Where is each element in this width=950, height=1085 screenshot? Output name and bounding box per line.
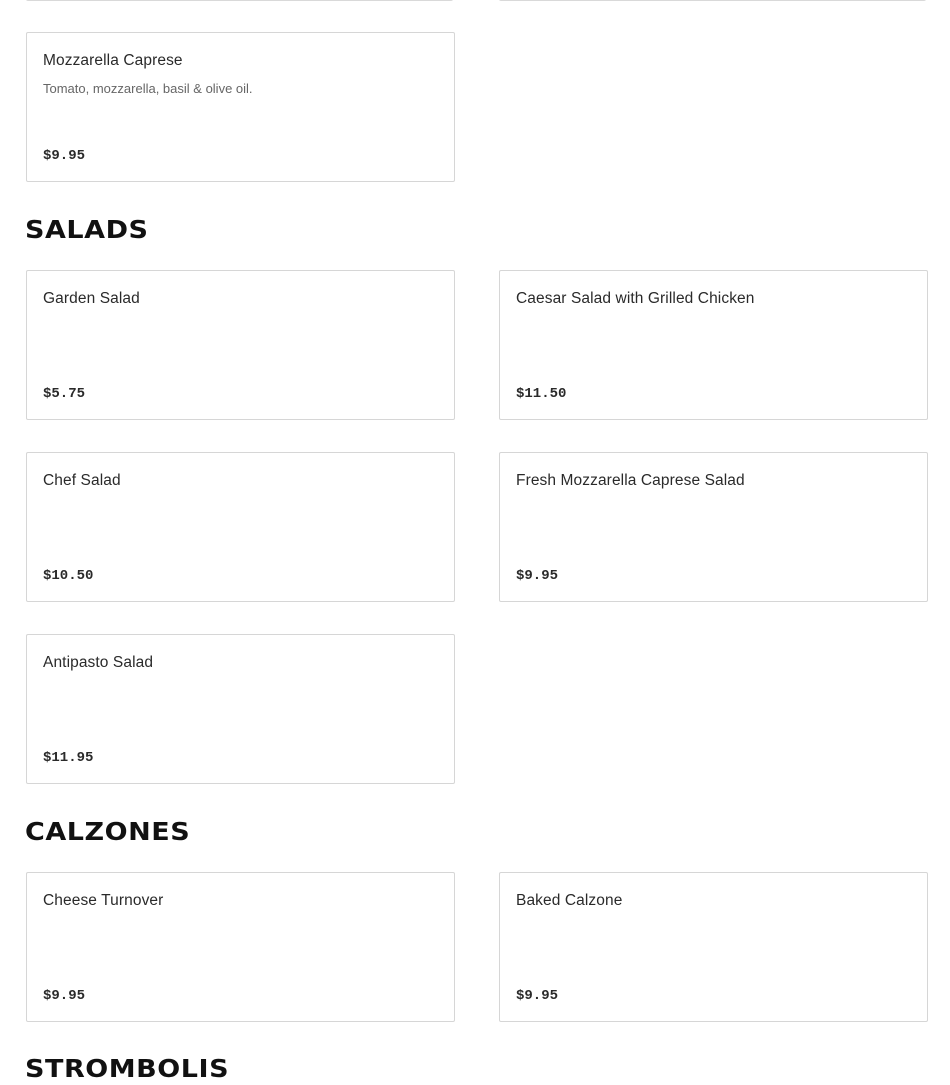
- menu-item-card[interactable]: [499, 452, 928, 602]
- menu-item-card[interactable]: [26, 452, 455, 602]
- menu-item-card[interactable]: [26, 32, 455, 182]
- menu-item-name: Cheese Turnover: [43, 892, 164, 909]
- menu-item-price: $5.75: [43, 386, 86, 402]
- menu-item-price: $9.95: [516, 568, 559, 584]
- section-title-calzones: CALZONES: [25, 817, 191, 846]
- menu-item-price: $9.95: [516, 988, 559, 1004]
- menu-item-card-partial[interactable]: [26, 0, 453, 1]
- menu-item-name: Caesar Salad with Grilled Chicken: [516, 290, 755, 307]
- menu-item-price: $10.50: [43, 568, 94, 584]
- menu-item-card[interactable]: [499, 872, 928, 1022]
- menu-item-card[interactable]: [499, 270, 928, 420]
- menu-item-card[interactable]: [26, 270, 455, 420]
- menu-item-description: Tomato, mozzarella, basil & olive oil.: [43, 81, 253, 96]
- menu-item-price: $9.95: [43, 988, 86, 1004]
- menu-item-name: Garden Salad: [43, 290, 140, 307]
- section-title-salads: SALADS: [25, 215, 149, 244]
- menu-item-name: Antipasto Salad: [43, 654, 154, 671]
- menu-item-card-partial[interactable]: [499, 0, 926, 1]
- menu-item-card[interactable]: [26, 634, 455, 784]
- menu-item-name: Chef Salad: [43, 472, 121, 489]
- menu-item-name: Mozzarella Caprese: [43, 52, 183, 69]
- section-title-strombolis: STROMBOLIS: [25, 1054, 230, 1083]
- menu-item-name: Fresh Mozzarella Caprese Salad: [516, 472, 745, 489]
- menu-item-price: $11.50: [516, 386, 567, 402]
- menu-item-card[interactable]: [26, 872, 455, 1022]
- menu-item-price: $9.95: [43, 148, 86, 164]
- menu-item-name: Baked Calzone: [516, 892, 623, 909]
- menu-item-price: $11.95: [43, 750, 94, 766]
